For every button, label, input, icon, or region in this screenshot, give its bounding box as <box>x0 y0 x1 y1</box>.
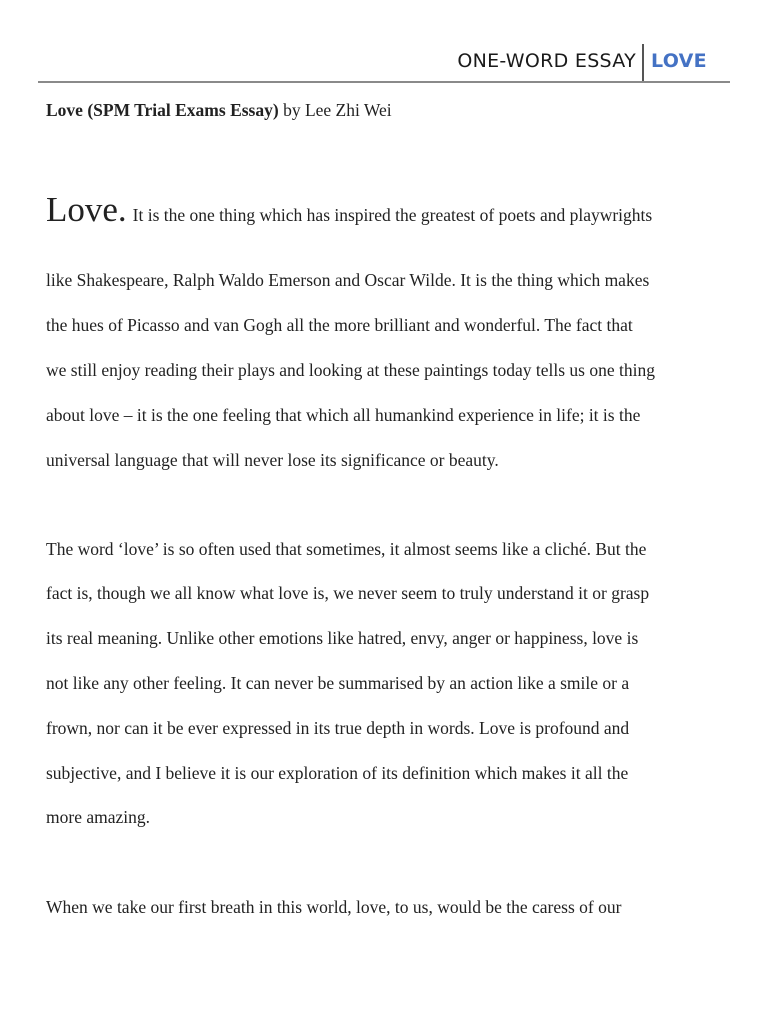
byline <box>46 100 392 121</box>
paragraph-line: frown, nor can it be ever expressed in its true depth in words. Love is profound and <box>46 718 630 738</box>
paragraph-line: fact is, though we all know what love is, we never seem to truly understand it or grasp <box>46 583 650 603</box>
paragraph-text: It is the one thing which has inspired the greatest of poets and playwrights <box>132 205 653 225</box>
paragraph-line: When we take our first breath in this world, love, to us, would be the caress of our <box>46 897 622 917</box>
essay-title: Love (SPM Trial Exams Essay) <box>46 100 279 120</box>
opening-word: Love. <box>46 190 127 229</box>
header-topic: LOVE <box>651 50 707 72</box>
paragraph-line: The word ‘love’ is so often used that sometimes, it almost seems like a cliché. But the <box>46 539 647 559</box>
page-header <box>0 0 768 84</box>
paragraph-line: not like any other feeling. It can never be summarised by an action like a smile or a <box>46 673 630 693</box>
paragraph-line: like Shakespeare, Ralph Waldo Emerson and Oscar Wilde. It is the thing which makes <box>46 270 650 290</box>
essay-author: by Lee Zhi Wei <box>283 100 392 120</box>
paragraph-line <box>46 190 652 230</box>
header-divider <box>642 44 644 82</box>
paragraph-line: its real meaning. Unlike other emotions like hatred, envy, anger or happiness, love is <box>46 628 639 648</box>
paragraph-line: the hues of Picasso and van Gogh all the more brilliant and wonderful. The fact that <box>46 315 633 335</box>
paragraph-line: more amazing. <box>46 807 150 827</box>
paragraph-line: we still enjoy reading their plays and looking at these paintings today tells us one thing <box>46 360 655 380</box>
header-title: ONE-WORD ESSAY <box>457 50 636 72</box>
paragraph-line: universal language that will never lose its significance or beauty. <box>46 450 499 470</box>
header-rule <box>38 81 730 83</box>
paragraph-line: about love – it is the one feeling that which all humankind experience in life; it is the <box>46 405 641 425</box>
paragraph-line: subjective, and I believe it is our exploration of its definition which makes it all the <box>46 763 629 783</box>
